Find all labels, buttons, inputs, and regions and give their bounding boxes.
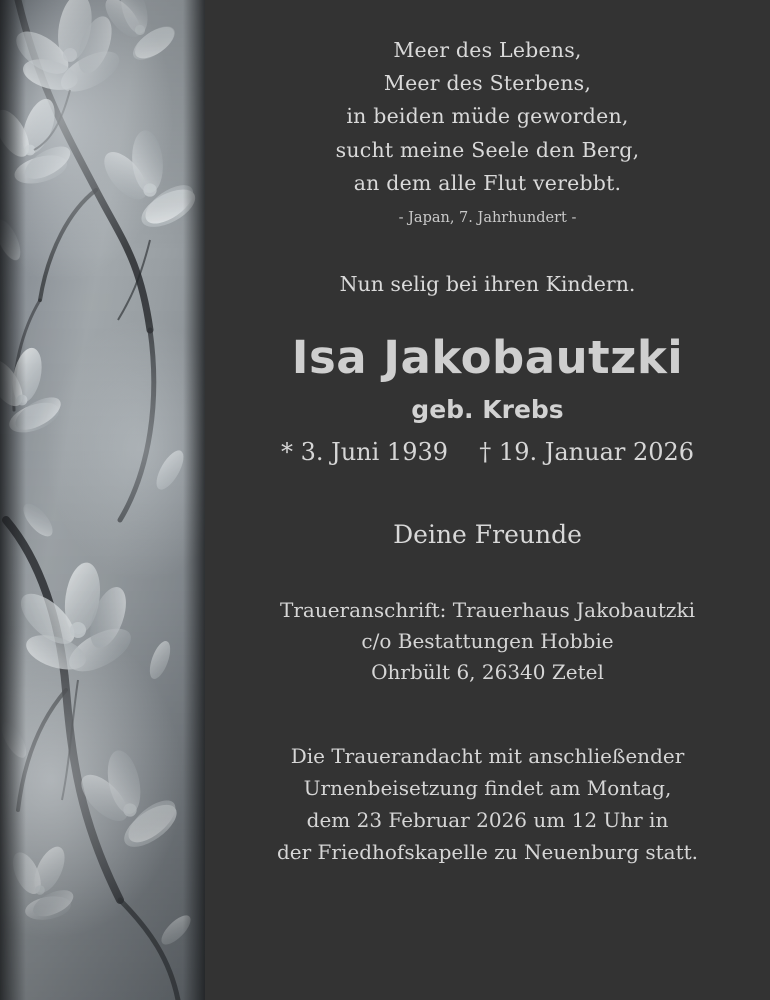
funeral-notice-block [231, 740, 744, 868]
poem-line-2: Meer des Sterbens, [383, 71, 592, 96]
poem-attribution: - Japan, 7. Jahrhundert - [398, 210, 577, 227]
address-line-3: Ohrbült 6, 26340 Zetel [371, 660, 604, 685]
birth-date: * 3. Juni 1939 [280, 438, 449, 467]
notice-line-4: der Friedhofskapelle zu Neuenburg statt. [276, 840, 699, 865]
blessing-line: Nun selig bei ihren Kindern. [339, 272, 636, 297]
poem-block [231, 34, 744, 200]
poem-line-4: sucht meine Seele den Berg, [335, 137, 640, 162]
life-dates [231, 438, 744, 466]
death-date: † 19. Januar 2026 [479, 438, 695, 467]
deceased-maiden-name: geb. Krebs [411, 395, 564, 425]
address-line-2: c/o Bestattungen Hobbie [361, 629, 614, 654]
floral-decoration-panel [0, 0, 205, 1000]
floral-right-shadow [183, 0, 205, 1000]
poem-line-1: Meer des Lebens, [393, 38, 582, 62]
deceased-name: Isa Jakobautzki [291, 331, 684, 385]
address-line-1: Traueranschrift: Trauerhaus Jakobautzki [280, 598, 695, 623]
floral-overlay-gradient [0, 0, 205, 1000]
obituary-text-column [205, 0, 770, 1000]
notice-line-3: dem 23 Februar 2026 um 12 Uhr in [306, 808, 669, 833]
poem-line-5: an dem alle Flut verebbt. [353, 170, 622, 195]
poem-line-3: in beiden müde geworden, [346, 104, 629, 129]
mourners-line: Deine Freunde [393, 520, 582, 550]
notice-line-1: Die Trauerandacht mit anschließender [290, 744, 685, 769]
mourning-address-block [231, 595, 744, 688]
notice-line-2: Urnenbeisetzung findet am Montag, [303, 776, 672, 801]
floral-left-shadow [0, 0, 26, 1000]
